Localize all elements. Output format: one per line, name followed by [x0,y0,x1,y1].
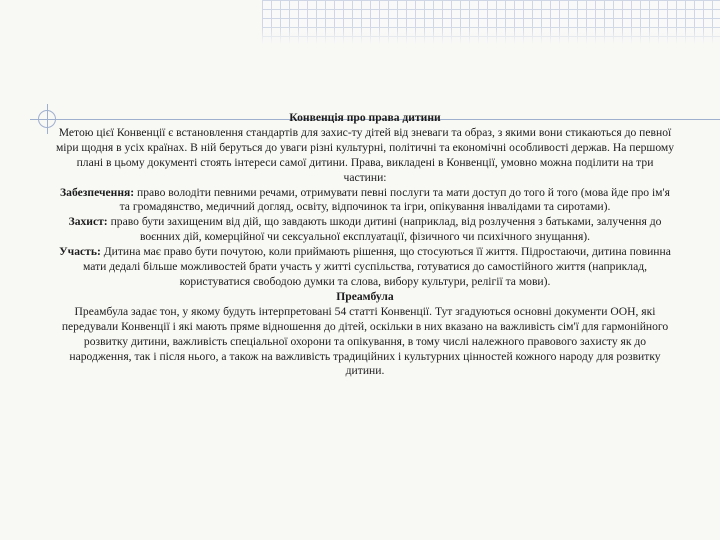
part-provision [54,186,676,216]
part-participation-text: Дитина має право бути почутою, коли приймають рішення, що стосуються її життя. Підростаючи, дитина повинна мати дедалі більше можливостей брати участь у житті суспільства, готуватися до самостійного життя (наприклад, користуватися свободою думки та слова, вибору культури, релігії та мови). [82,245,671,288]
part-provision-text: право володіти певними речами, отримувати певні послуги та мати доступ до того й того (мова йде про ім'я та громадянство, медичний догляд, освіту, відпочинок та ігри, опікування інвалідами та сиротами). [119,185,670,214]
part-protection-text: право бути захищеним від дій, що завдають шкоди дитині (наприклад, від розлучення з батьками, залучення до воєнних дій, комерційної чи сексуальної експлуатації, фізичного чи психічного знущання). [107,215,662,244]
part-participation [54,245,676,290]
part-provision-label: Забезпечення: [60,185,135,199]
part-protection [54,215,676,245]
grid-fade-overlay [262,0,720,44]
part-participation-label: Участь: [59,245,101,259]
intro-paragraph: Метою цієї Конвенції є встановлення стандартів для захис-ту дітей від зневаги та образ, з якими вони стикаються до певної міри щодня в усіх країнах. В ній беруться до уваги різні культурні, політичні та економічні особливості держав. На першому плані в цьому документі стоять інтереси самої дитини. Права, викладені в Конвенції, умовно можна поділити на три частини: [55,125,675,184]
slide-title: Конвенція про права дитини [289,111,441,124]
part-protection-label: Захист: [68,215,108,229]
preamble-paragraph: Преамбула задає тон, у якому будуть інтерпретовані 54 статті Конвенції. Тут згадуються основні документи ООН, які передували Конвенції і які мають пряме відношення до дітей, оскільки в них вказано на важливість сім'ї для гармонійного розвитку дитини, важливість спеціальної охорони та опікування, в тому числі належного правового захисту як до народження, так і після нього, а також на важливість традиційних і культурних цінностей кожного народу для розвитку дитини. [61,304,669,378]
preamble-heading: Преамбула [336,289,394,303]
slide-body [54,111,676,379]
